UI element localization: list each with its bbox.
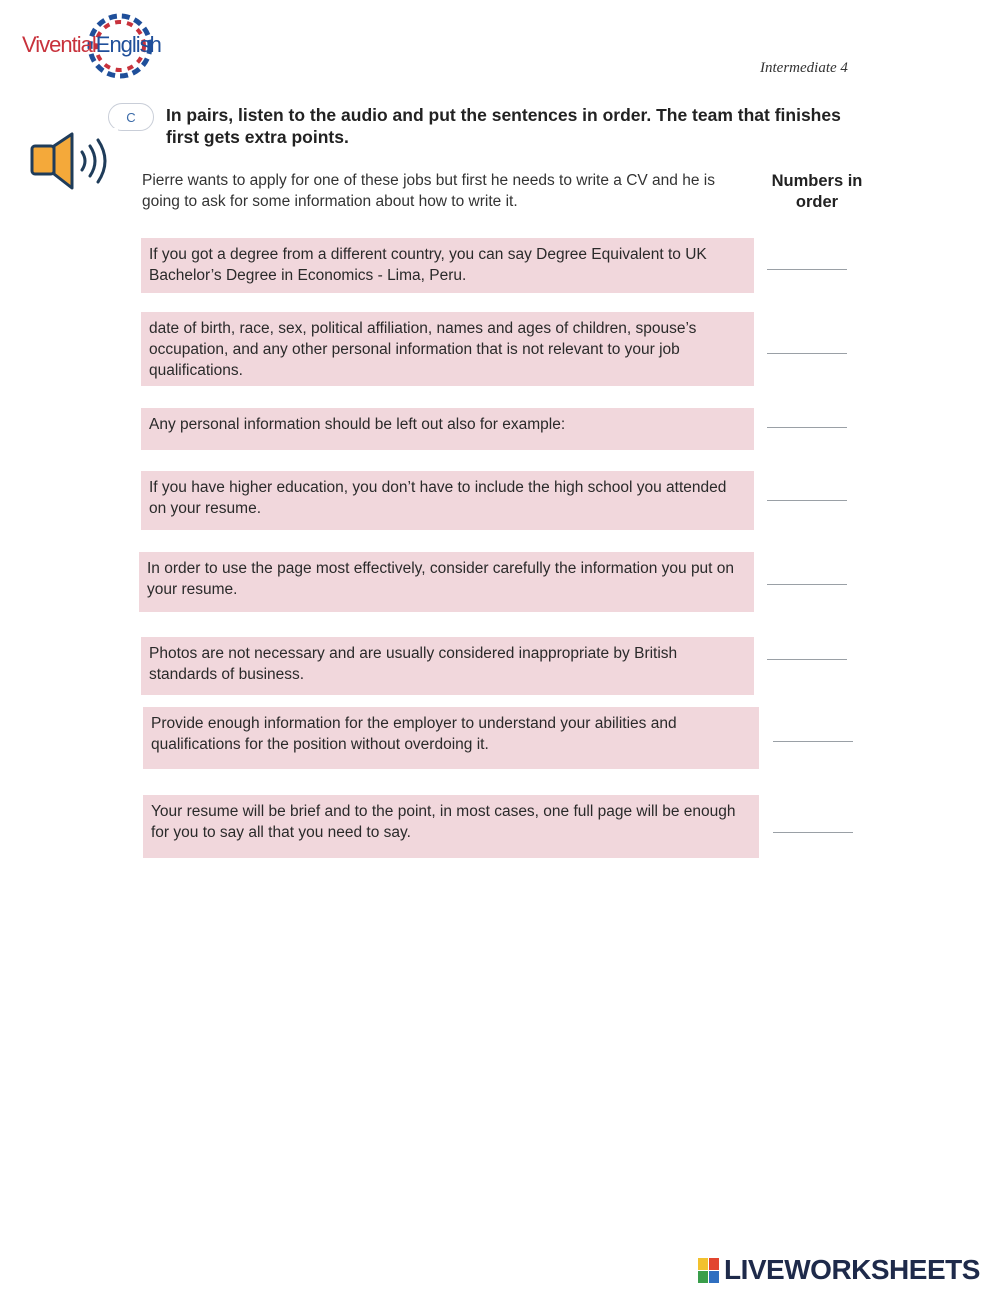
exercise-instructions: In pairs, listen to the audio and put the sentences in order. The team that finishes first gets extra points. bbox=[166, 105, 841, 147]
course-level-label: Intermediate 4 bbox=[760, 60, 848, 76]
order-answer-blank-5[interactable] bbox=[767, 584, 847, 585]
sentence-card-2: date of birth, race, sex, political affiliation, names and ages of children, spouse’s occupation, and any other personal information that is not relevant to your job qualifications. bbox=[141, 312, 754, 386]
sentence-card-7: Provide enough information for the employer to understand your abilities and qualifications for the position without overdoing it. bbox=[143, 707, 759, 769]
brand-logo-text bbox=[22, 32, 161, 58]
sentence-card-4: If you have higher education, you don’t have to include the high school you attended on your resume. bbox=[141, 471, 754, 530]
section-letter-badge: C bbox=[108, 103, 154, 131]
sentence-card-6: Photos are not necessary and are usually considered inappropriate by British standards of business. bbox=[141, 637, 754, 695]
order-answer-blank-3[interactable] bbox=[767, 427, 847, 428]
liveworksheets-brand: LIVEWORKSHEETS bbox=[724, 1254, 980, 1285]
order-answer-blank-8[interactable] bbox=[773, 832, 853, 833]
logo-word-english: English bbox=[95, 32, 161, 57]
numbers-in-order-header: Numbers in order bbox=[771, 172, 863, 211]
logo-word-vivential: Vivential bbox=[22, 32, 96, 57]
order-answer-blank-1[interactable] bbox=[767, 269, 847, 270]
sentence-card-1: If you got a degree from a different country, you can say Degree Equivalent to UK Bachelor’s Degree in Economics - Lima, Peru. bbox=[141, 238, 754, 293]
audio-speaker-icon[interactable] bbox=[26, 128, 118, 194]
sentence-card-8: Your resume will be brief and to the point, in most cases, one full page will be enough for you to say all that you need to say. bbox=[143, 795, 759, 858]
order-answer-blank-7[interactable] bbox=[773, 741, 853, 742]
order-answer-blank-4[interactable] bbox=[767, 500, 847, 501]
order-answer-blank-6[interactable] bbox=[767, 659, 847, 660]
order-answer-blank-2[interactable] bbox=[767, 353, 847, 354]
sentence-card-5: In order to use the page most effectively, consider carefully the information you put on your resume. bbox=[139, 552, 754, 612]
liveworksheets-logo-icon bbox=[698, 1258, 720, 1284]
exercise-intro-text: Pierre wants to apply for one of these jobs but first he needs to write a CV and he is going to ask for some information about how to write it. bbox=[142, 172, 715, 210]
sentence-card-3: Any personal information should be left out also for example: bbox=[141, 408, 754, 450]
